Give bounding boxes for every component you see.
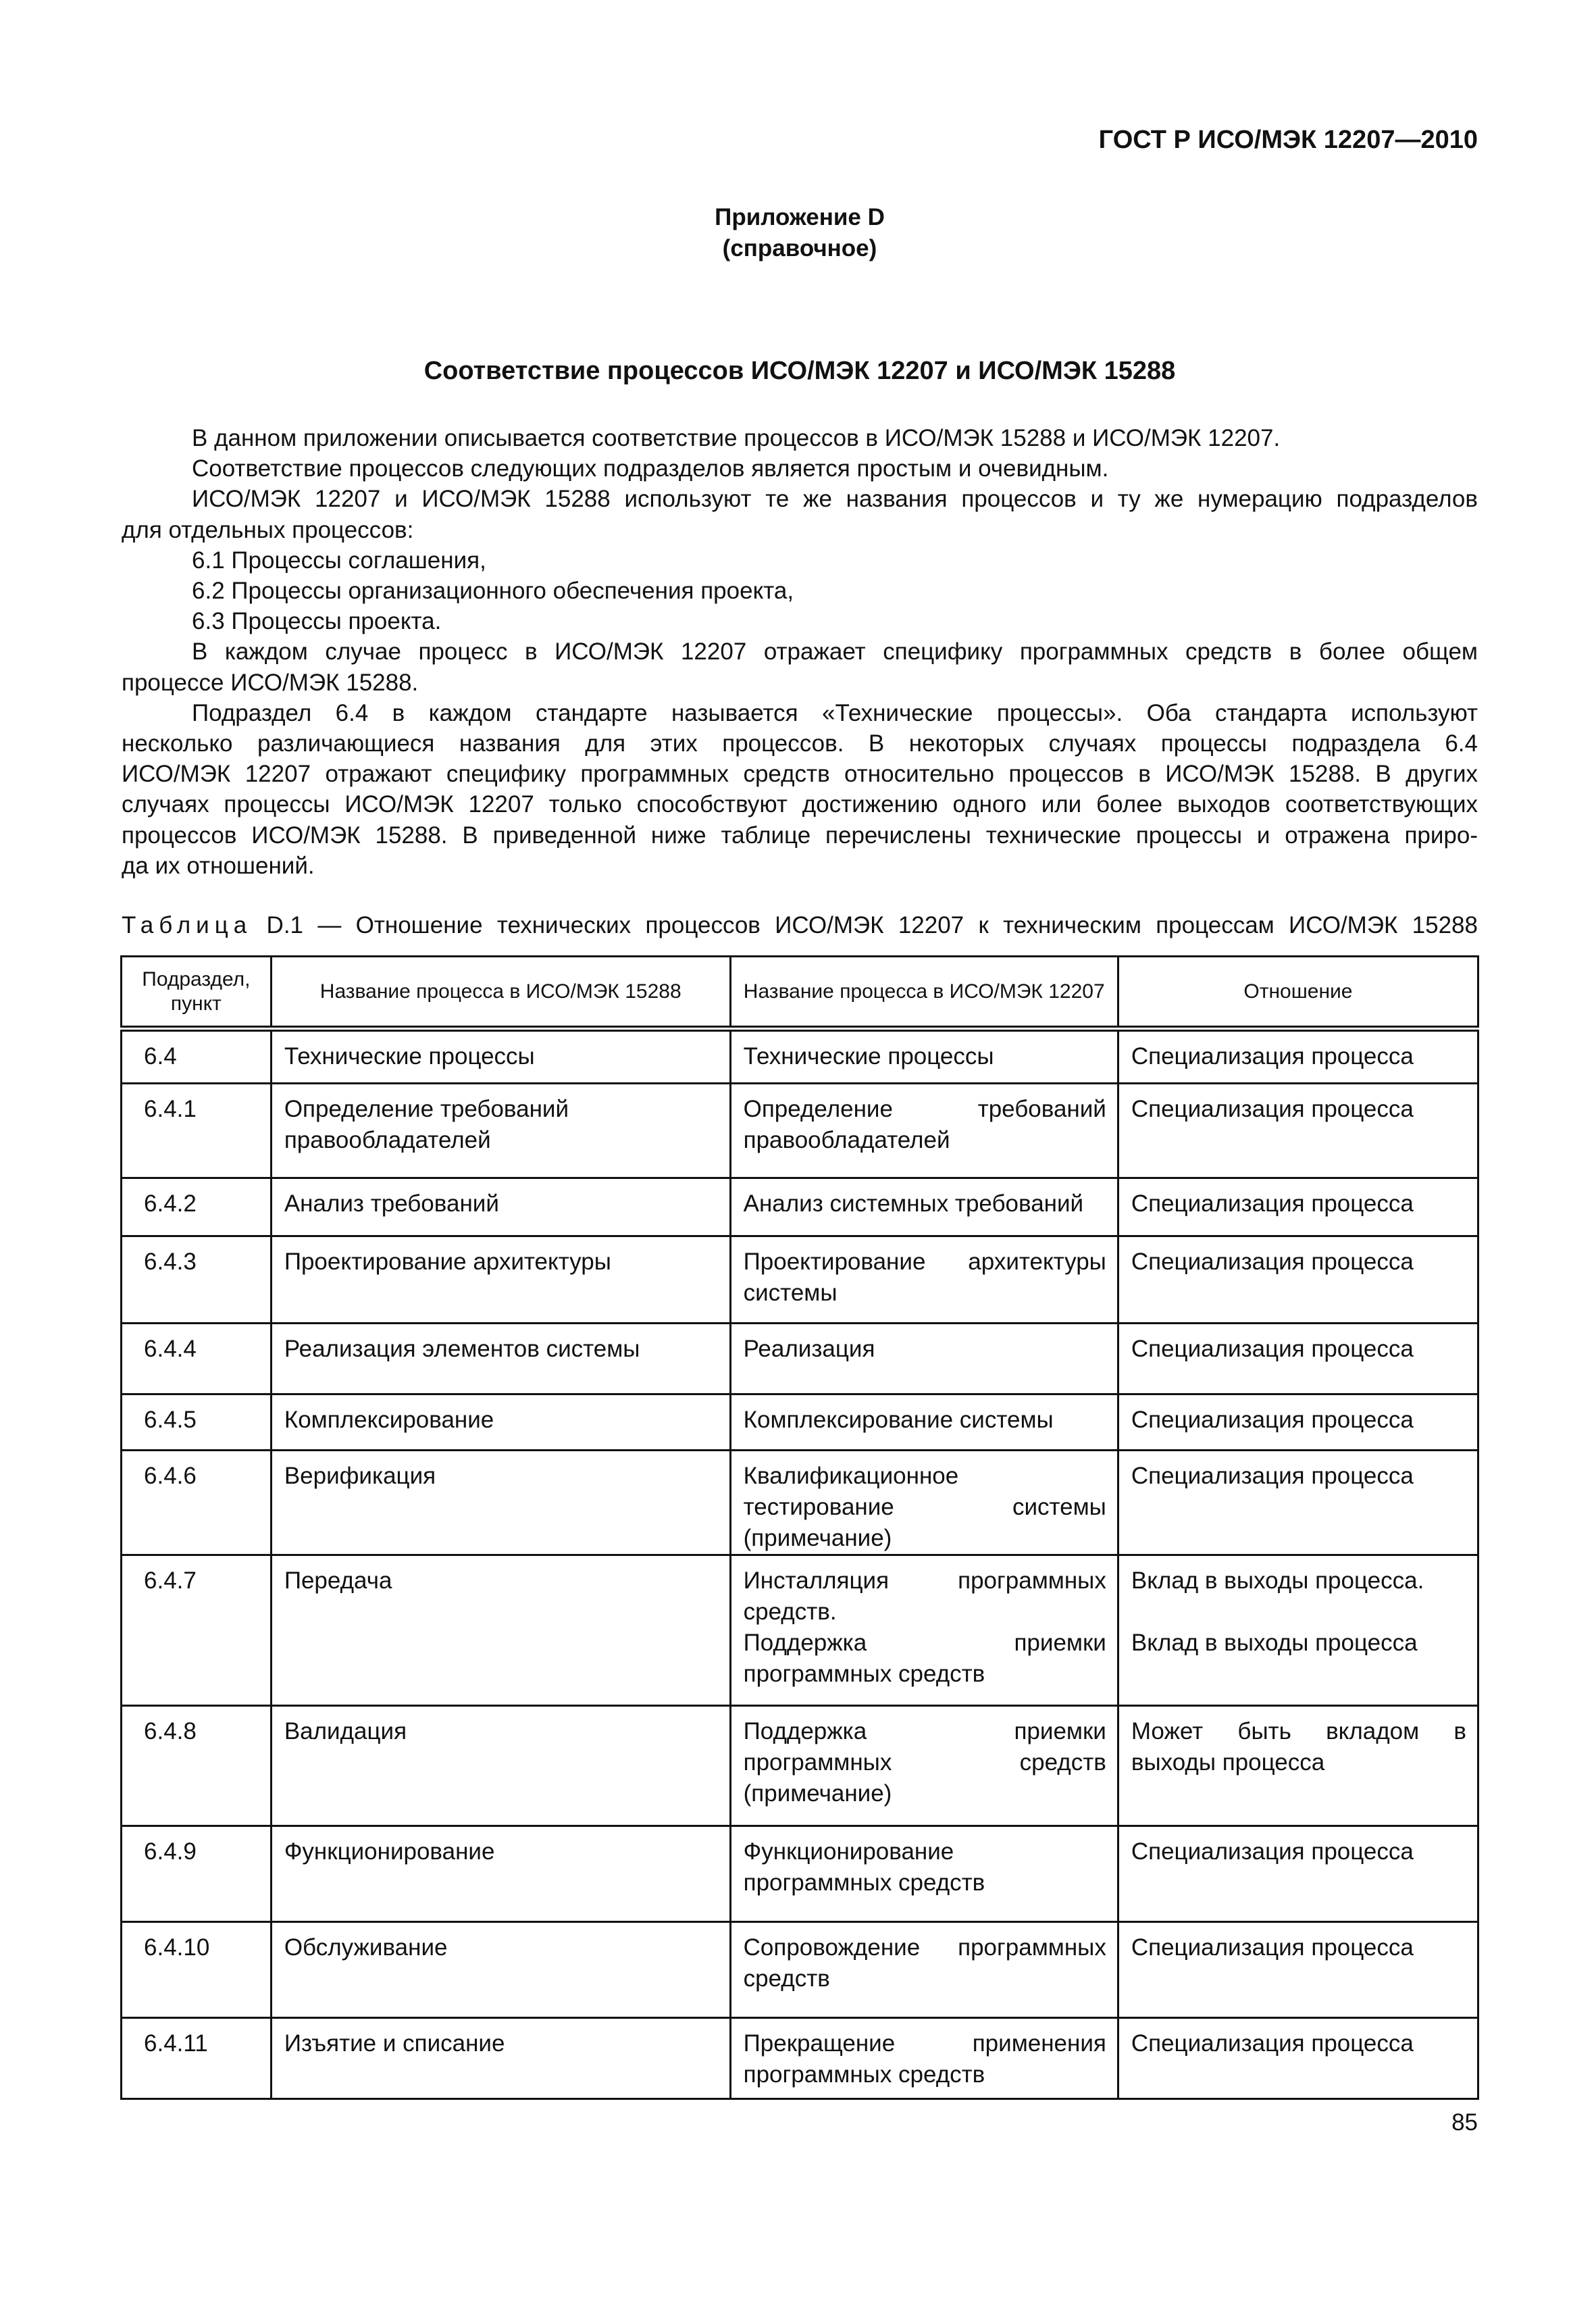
- cell-subsection: 6.4.6: [122, 1451, 272, 1555]
- cell-12207: Анализ системных требований: [730, 1178, 1118, 1236]
- cell-15288: Валидация: [271, 1706, 730, 1826]
- text-line: процессе ИСО/МЭК 15288.: [122, 669, 419, 696]
- cell-15288: Технические процессы: [271, 1029, 730, 1084]
- cell-relation: Специализация процесса: [1118, 2018, 1478, 2099]
- cell-15288: Анализ требований: [271, 1178, 730, 1236]
- cell-line: Вклад в выходы процесса.: [1131, 1567, 1424, 1594]
- text-line: для отдельных процессов:: [122, 516, 414, 543]
- cell-relation: Специализация процесса: [1118, 1029, 1478, 1084]
- text-line: Подраздел 6.4 в каждом стандарте называется «Технические процессы». Оба стандарта используют: [192, 699, 1478, 726]
- section-title: Соответствие процессов ИСО/МЭК 12207 и ИСО/МЭК 15288: [423, 357, 1176, 385]
- table-row: [122, 1706, 1478, 1826]
- cell-subsection: 6.4.2: [122, 1178, 272, 1236]
- cell-line: Поддержка приемки программных средств: [743, 1630, 1106, 1687]
- text-line: процессов ИСО/МЭК 15288. В приведенной ниже таблице перечислены технические процессы и отражена приро-: [122, 822, 1478, 849]
- cell-12207: Прекращение применения программных средств: [730, 2018, 1118, 2099]
- cell-line: Инсталляция программных средств.: [743, 1567, 1106, 1625]
- cell-line: Вклад в выходы процесса: [1131, 1630, 1418, 1656]
- page-number: 85: [1451, 2109, 1478, 2136]
- cell-relation: Специализация процесса: [1118, 1324, 1478, 1394]
- text-line: 6.1 Процессы соглашения,: [192, 547, 486, 574]
- cell-subsection: 6.4.1: [122, 1084, 272, 1178]
- caption-text: D.1 — Отношение технических процессов ИСО/МЭК 12207 к техническим процессам ИСО/МЭК 15288: [266, 912, 1478, 938]
- cell-subsection: 6.4.11: [122, 2018, 272, 2099]
- table-row: [122, 2018, 1478, 2099]
- cell-relation: Может быть вкладом в выходы процесса: [1118, 1706, 1478, 1826]
- cell-15288: Функционирование: [271, 1826, 730, 1922]
- text-line: несколько различающиеся названия для этих процессов. В некоторых случаях процессы подраздела 6.4: [122, 730, 1478, 757]
- table-row: [122, 1394, 1478, 1451]
- cell-relation: Специализация процесса: [1118, 1084, 1478, 1178]
- document-code: ГОСТ Р ИСО/МЭК 12207—2010: [1098, 126, 1478, 154]
- cell-subsection: 6.4.5: [122, 1394, 272, 1451]
- annex-type: (справочное): [722, 235, 877, 261]
- cell-12207: [730, 1555, 1118, 1706]
- table-row: [122, 1178, 1478, 1236]
- cell-subsection: 6.4.9: [122, 1826, 272, 1922]
- cell-15288: Проектирование архитектуры: [271, 1236, 730, 1324]
- text-line: Соответствие процессов следующих подразделов является простым и очевидным.: [192, 455, 1109, 482]
- text-line: случаях процессы ИСО/МЭК 12207 только способствуют достижению одного или более выходов соответствующих: [122, 791, 1478, 818]
- cell-12207: Функционирование программных средств: [730, 1826, 1118, 1922]
- cell-12207: Реализация: [730, 1324, 1118, 1394]
- table-row: [122, 1029, 1478, 1084]
- table-row: [122, 1084, 1478, 1178]
- cell-12207: Определение требований правообладателей: [730, 1084, 1118, 1178]
- cell-relation: Специализация процесса: [1118, 1178, 1478, 1236]
- cell-15288: Изъятие и списание: [271, 2018, 730, 2099]
- cell-relation: Специализация процесса: [1118, 1394, 1478, 1451]
- cell-subsection: 6.4: [122, 1029, 272, 1084]
- cell-15288: Определение требований правообладателей: [271, 1084, 730, 1178]
- table-row: [122, 1922, 1478, 2018]
- table-row: [122, 1324, 1478, 1394]
- text-line: ИСО/МЭК 12207 отражают специфику программных средств относительно процессов в ИСО/МЭК 15288. В других: [122, 761, 1478, 788]
- table-caption: [122, 912, 1478, 939]
- table-header-row: [122, 957, 1478, 1029]
- header-subsection: Подраздел, пункт: [122, 957, 272, 1029]
- table-row: [122, 1236, 1478, 1324]
- cell-subsection: 6.4.8: [122, 1706, 272, 1826]
- cell-15288: Реализация элементов системы: [271, 1324, 730, 1394]
- text-line: 6.3 Процессы проекта.: [192, 608, 442, 635]
- cell-subsection: 6.4.4: [122, 1324, 272, 1394]
- cell-12207: Поддержка приемки программных средств (примечание): [730, 1706, 1118, 1826]
- cell-relation: Специализация процесса: [1118, 1236, 1478, 1324]
- header-relation: Отношение: [1118, 957, 1478, 1029]
- text-line: да их отношений.: [122, 852, 315, 879]
- cell-12207: Технические процессы: [730, 1029, 1118, 1084]
- cell-12207: Проектирование архитектуры системы: [730, 1236, 1118, 1324]
- text-line: 6.2 Процессы организационного обеспечения проекта,: [192, 578, 794, 605]
- header-12207: Название процесса в ИСО/МЭК 12207: [730, 957, 1118, 1029]
- cell-12207: Квалификационное тестирование системы (примечание): [730, 1451, 1118, 1555]
- cell-relation: Специализация процесса: [1118, 1826, 1478, 1922]
- cell-subsection: 6.4.7: [122, 1555, 272, 1706]
- annex-label: Приложение D: [715, 204, 885, 230]
- cell-relation: Специализация процесса: [1118, 1451, 1478, 1555]
- header-15288: Название процесса в ИСО/МЭК 15288: [271, 957, 730, 1029]
- cell-subsection: 6.4.3: [122, 1236, 272, 1324]
- text-line: В каждом случае процесс в ИСО/МЭК 12207 отражает специфику программных средств в более общем: [192, 638, 1478, 665]
- cell-15288: Обслуживание: [271, 1922, 730, 2018]
- text-line: В данном приложении описывается соответствие процессов в ИСО/МЭК 15288 и ИСО/МЭК 12207.: [192, 425, 1281, 451]
- cell-12207: Комплексирование системы: [730, 1394, 1118, 1451]
- cell-12207: Сопровождение программных средств: [730, 1922, 1118, 2018]
- text-line: ИСО/МЭК 12207 и ИСО/МЭК 15288 используют те же названия процессов и ту же нумерацию подразделов: [192, 486, 1478, 513]
- process-table: [120, 955, 1479, 2100]
- cell-15288: Передача: [271, 1555, 730, 1706]
- cell-subsection: 6.4.10: [122, 1922, 272, 2018]
- caption-prefix: Таблица: [122, 912, 253, 938]
- body-text: [122, 423, 1478, 881]
- table-row: [122, 1555, 1478, 1706]
- cell-relation: [1118, 1555, 1478, 1706]
- cell-15288: Верификация: [271, 1451, 730, 1555]
- table-row: [122, 1451, 1478, 1555]
- cell-relation: Специализация процесса: [1118, 1922, 1478, 2018]
- cell-15288: Комплексирование: [271, 1394, 730, 1451]
- table-row: [122, 1826, 1478, 1922]
